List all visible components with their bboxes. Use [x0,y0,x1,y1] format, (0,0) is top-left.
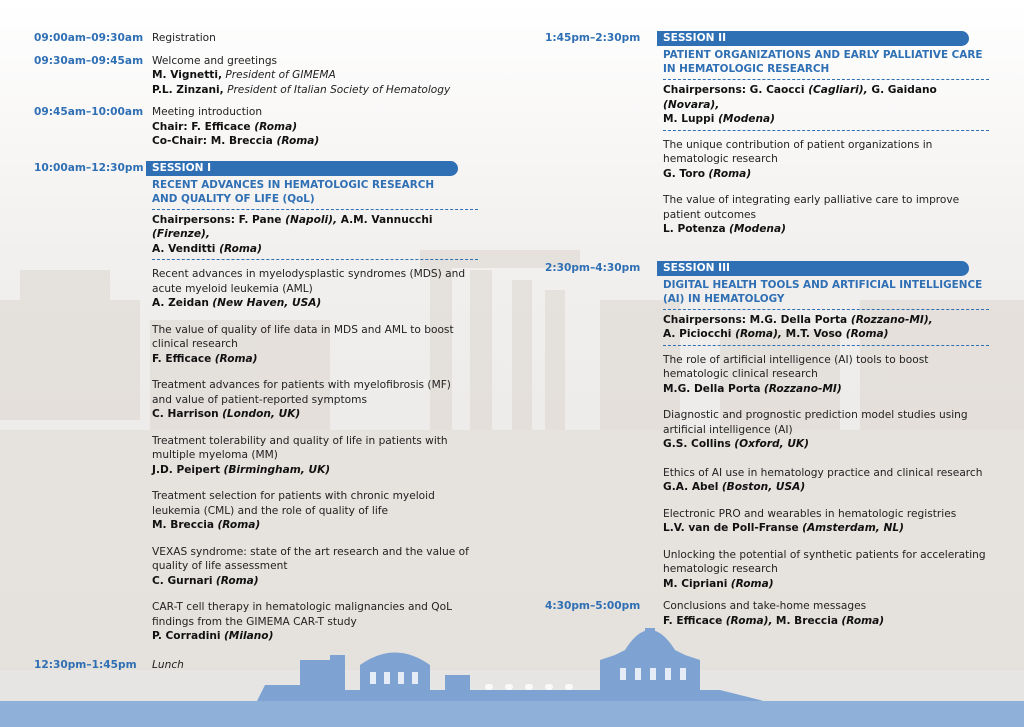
talk-title: multiple myeloma (MM) [152,449,278,461]
speaker-name: L. Potenza [663,223,726,235]
talk-title: and value of patient-reported symptoms [152,393,367,406]
talk-item [663,408,995,452]
speaker-name: G.S. Collins [663,438,731,450]
conclusions-title: Conclusions and take-home messages [663,600,867,612]
chair-location: (Roma) [254,120,298,133]
session-badge: SESSION III [657,261,969,276]
chairpersons [152,213,484,257]
speaker-name: M. Cipriani [663,577,728,590]
talk-title: patient outcomes [663,208,757,221]
time-label: 1:45pm–2:30pm [545,32,641,44]
right-column [545,31,995,628]
chairs-label: Chairpersons: G. Caocci [663,84,805,96]
speaker-name: J.D. Peipert [152,463,221,476]
talk-title: The value of quality of life data in MDS and AML to boost [152,323,454,336]
talk-title: Treatment tolerability and quality of life in patients with [152,434,448,447]
registration-label: Registration [152,32,216,44]
talk-item [152,323,484,367]
speaker-location: (Roma), [725,614,773,627]
chairs-location: (Roma), [735,328,782,340]
talk-item [663,353,995,397]
talk-item [663,466,995,495]
talk-title: The value of integrating early palliative care to improve [663,194,960,206]
session-badge: SESSION I [146,161,458,176]
speaker-location: (Roma) [214,352,258,365]
talk-title: clinical research [152,338,238,350]
cochair-label: Co-Chair: M. Breccia [152,135,273,147]
session-title-line: IN HEMATOLOGIC RESEARCH [663,63,830,75]
session-3 [545,261,995,592]
speaker-name: M. Vignetti, [152,69,222,81]
talk-item [152,434,484,478]
speaker-location: (Birmingham, UK) [223,463,331,476]
speaker-location: (London, UK) [222,408,301,420]
speaker-name: P. Corradini [152,630,221,642]
session-title-line: RECENT ADVANCES IN HEMATOLOGIC RESEARCH [152,178,435,191]
session-title-line: AND QUALITY OF LIFE (QoL) [152,192,315,205]
talk-title: leukemia (CML) and the role of quality of life [152,504,389,517]
talk-title: Recent advances in myelodysplastic syndromes (MDS) and [152,268,466,280]
speaker-name: F. Efficace [663,614,723,627]
chairs-name: A.M. Vannucchi [340,213,433,226]
chairs-location: (Roma) [219,242,262,255]
speaker-name: C. Harrison [152,408,219,420]
time-label: 12:30pm–1:45pm [34,658,137,671]
talk-title: The unique contribution of patient organizations in [663,138,933,151]
divider [152,209,478,210]
session-title-line: DIGITAL HEALTH TOOLS AND ARTIFICIAL INTELLIGENCE [663,278,983,291]
talk-item [152,600,484,644]
speaker-name: L.V. van de Poll-Franse [663,522,799,534]
speaker-location: (Amsterdam, NL) [802,522,904,534]
chairs-name: A. Venditti [152,242,216,255]
time-label: 2:30pm–4:30pm [545,261,641,274]
left-column [34,31,484,672]
speaker-role: President of GIMEMA [225,69,336,81]
speaker-name: F. Efficace [152,352,212,365]
talk-title: hematologic research [663,153,778,165]
talk-item [663,193,995,237]
talk-title: VEXAS syndrome: state of the art research and the value of [152,545,469,558]
talk-title: quality of life assessment [152,560,288,572]
talk-title: findings from the GIMEMA CAR-T study [152,615,357,628]
speaker-location: (Roma) [730,577,774,590]
session-title-line: PATIENT ORGANIZATIONS AND EARLY PALLIATIVE CARE [663,49,983,61]
talk-item [663,507,995,536]
session-badge: SESSION II [657,31,969,46]
session-title [663,46,995,76]
chairs-location: (Rozzano-MI), [850,313,933,326]
chairs-location: (Modena) [718,113,776,125]
talk-item [663,548,995,592]
chairs-location: (Novara), [663,98,720,111]
speaker-role: President of Italian Society of Hematology [227,83,451,96]
speaker-location: (Rozzano-MI) [763,382,842,395]
welcome-entry [34,54,484,98]
session-title-line: (AI) IN HEMATOLOGY [663,292,785,305]
chairs-location: (Roma) [845,328,889,340]
speaker-name: A. Zeidan [152,297,209,309]
talk-title: Ethics of AI use in hematology practice and clinical research [663,466,983,479]
speaker-location: (Boston, USA) [721,481,806,493]
speaker-name: C. Gurnari [152,574,213,587]
divider [663,130,989,131]
talk-title: hematologic clinical research [663,368,818,380]
speaker-location: (Modena) [729,223,786,235]
talk-item [152,378,484,422]
intro-title: Meeting introduction [152,106,263,118]
speaker-name: G. Toro [663,167,706,180]
talk-item [152,545,484,589]
time-label: 09:30am–09:45am [34,54,144,67]
talk-title: CAR-T cell therapy in hematologic malignancies and QoL [152,601,452,613]
cochair-location: (Roma) [276,135,320,147]
speaker-location: (New Haven, USA) [212,297,322,309]
talk-item [152,267,484,311]
time-label: 4:30pm–5:00pm [545,600,641,612]
chairs-name: M. Luppi [663,113,715,125]
talk-title: acute myeloid leukemia (AML) [152,282,313,295]
chairs-label: Chairpersons: M.G. Della Porta [663,313,848,326]
divider [152,259,478,260]
divider [663,309,989,310]
chairs-name: M.T. Voso [785,328,843,340]
chairs-location: (Firenze), [152,228,210,240]
welcome-title: Welcome and greetings [152,54,278,67]
talk-title: Diagnostic and prognostic prediction model studies using [663,409,968,421]
chairs-name: G. Gaidano [871,84,937,96]
lunch-entry [34,658,484,673]
conclusions-entry [545,599,995,628]
chairs-name: A. Piciocchi [663,328,732,340]
time-label: 10:00am–12:30pm [34,161,144,174]
talk-title: The role of artificial intelligence (AI) tools to boost [663,353,929,366]
speaker-name: P.L. Zinzani, [152,83,224,96]
registration-entry [34,31,484,46]
speaker-name: M. Breccia [152,519,215,531]
talk-item [663,138,995,182]
chairpersons [663,83,995,127]
chairs-location: (Cagliari), [808,84,868,96]
speaker-location: (Milano) [223,630,274,642]
talk-title: Electronic PRO and wearables in hematologic registries [663,507,957,520]
speaker-location: (Roma) [841,614,885,627]
footer-band [0,701,1024,727]
speaker-name: G.A. Abel [663,481,719,493]
chairs-location: (Napoli), [285,213,337,226]
chairs-label: Chairpersons: F. Pane [152,213,282,226]
time-label: 09:00am–09:30am [34,32,144,44]
speaker-name: M. Breccia [775,614,838,627]
talk-title: Unlocking the potential of synthetic patients for accelerating [663,548,986,561]
session-2 [545,31,995,237]
talk-title: artificial intelligence (AI) [663,423,793,436]
time-label: 09:45am–10:00am [34,106,144,118]
speaker-location: (Roma) [217,519,261,531]
divider [663,345,989,346]
chairpersons [663,313,995,342]
divider [663,79,989,80]
talk-title: hematologic research [663,563,778,575]
lunch-label: Lunch [152,658,184,671]
talk-item [152,489,484,533]
session-title [152,176,484,206]
intro-entry [34,105,484,149]
talk-title: Treatment advances for patients with myelofibrosis (MF) [152,379,451,391]
speaker-name: M.G. Della Porta [663,382,761,395]
speaker-location: (Roma) [215,574,259,587]
speaker-location: (Roma) [708,167,752,180]
speaker-location: (Oxford, UK) [734,438,809,450]
talk-title: Treatment selection for patients with chronic myeloid [152,490,435,502]
session-title [663,276,995,306]
chair-label: Chair: F. Efficace [152,120,251,133]
session-1 [34,161,484,644]
